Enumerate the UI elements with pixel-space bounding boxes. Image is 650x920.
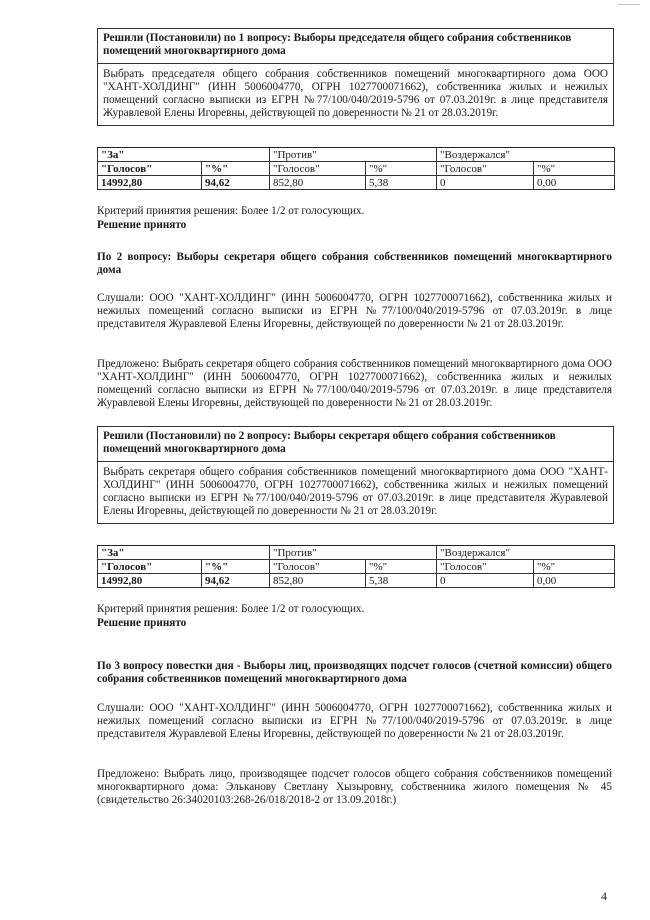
q2-decision-text: Выбрать секретаря общего собрания собственников помещений многоквартирного дома ООО "ХАНТ-ХОЛДИНГ" (ИНН 5006004770, ОГРН 1027700071662), собственника жилых и нежилых помещений согласно выписки из ЕГРН №77/100/040/2019-5796 от 07.03.2019г. в лице представителя Журавлевой Елены Игоревны, действующей по доверенности № 21 от 28.03.2019г.	[103, 466, 608, 517]
page-number: 4	[601, 889, 607, 903]
q3-title: По 3 вопросу повестки дня - Выборы лиц, производящих подсчет голосов (счетной комиссии) общего собрания собственников помещений многоквартирного дома	[97, 660, 612, 685]
votes-abstain-header: "Воздержался"	[437, 546, 615, 560]
q1-votes-table	[97, 147, 615, 190]
votes-count-header: "Голосов"	[437, 560, 534, 574]
votes-pct-header: "%"	[202, 162, 270, 176]
votes-count-header: "Голосов"	[437, 162, 534, 176]
votes-abstain-header: "Воздержался"	[437, 148, 615, 162]
q2-votes-table	[97, 545, 615, 588]
votes-count-header: "Голосов"	[98, 560, 202, 574]
q3-proposed: Предложено: Выбрать лицо, производящее подсчет голосов общего собрания собственников помещений многоквартирного дома: Эльканову Светлану Хызыровну, собственника жилого помещения № 45 (свидетельство 26:34020103:268-26/018/2018-2 от 13.09.2018г.)	[97, 768, 612, 806]
votes-pct-header: "%"	[202, 560, 270, 574]
votes-against-header: "Против"	[270, 148, 437, 162]
against-pct-value: 5,38	[366, 176, 437, 190]
q1-result: Решение принято	[97, 219, 187, 231]
votes-pct-header: "%"	[534, 560, 615, 574]
votes-pct-header: "%"	[534, 162, 615, 176]
q2-title: По 2 вопросу: Выборы секретаря общего собрания собственников помещений многоквартирного дома	[97, 251, 612, 276]
scan-artifact	[618, 4, 640, 5]
for-votes-value: 14992,80	[98, 574, 202, 588]
against-votes-value: 852,80	[270, 574, 366, 588]
q1-criterion: Критерий принятия решения: Более 1/2 от голосующих.	[97, 205, 365, 217]
q2-criterion: Критерий принятия решения: Более 1/2 от голосующих.	[97, 603, 365, 615]
votes-against-header: "Против"	[270, 546, 437, 560]
q2-decision-title: Решили (Постановили) по 2 вопросу: Выборы секретаря общего собрания собственников помещений многоквартирного дома	[98, 427, 613, 462]
votes-for-header: "За"	[98, 546, 270, 560]
votes-count-header: "Голосов"	[270, 162, 366, 176]
votes-pct-header: "%"	[366, 560, 437, 574]
votes-count-header: "Голосов"	[98, 162, 202, 176]
votes-pct-header: "%"	[366, 162, 437, 176]
q2-heard: Слушали: ООО "ХАНТ-ХОЛДИНГ" (ИНН 5006004770, ОГРН 1027700071662), собственника жилых и нежилых помещений согласно выписки из ЕГРН №77/100/040/2019-5796 от 07.03.2019г. в лице представителя Журавлевой Елены Игоревны, действующей по доверенности № 21 от 28.03.2019г.	[97, 292, 612, 330]
q1-decision-title: Решили (Постановили) по 1 вопросу: Выборы председателя общего собрания собственников помещений многоквартирного дома	[98, 29, 613, 64]
q1-decision-box	[97, 28, 614, 126]
abstain-votes-value: 0	[437, 176, 534, 190]
q2-result: Решение принято	[97, 617, 187, 629]
for-votes-value: 14992,80	[98, 176, 202, 190]
abstain-pct-value: 0,00	[534, 574, 615, 588]
abstain-pct-value: 0,00	[534, 176, 615, 190]
abstain-votes-value: 0	[437, 574, 534, 588]
for-pct-value: 94,62	[202, 176, 270, 190]
q2-decision-box	[97, 426, 614, 524]
votes-for-header: "За"	[98, 148, 270, 162]
against-votes-value: 852,80	[270, 176, 366, 190]
for-pct-value: 94,62	[202, 574, 270, 588]
q1-decision-text: Выбрать председателя общего собрания собственников помещений многоквартирного дома ООО "ХАНТ-ХОЛДИНГ" (ИНН 5006004770, ОГРН 1027700071662), собственника жилых и нежилых помещений согласно выписки из ЕГРН №77/100/040/2019-5796 от 07.03.2019г. в лице представителя Журавлевой Елены Игоревны, действующей по доверенности № 21 от 28.03.2019г.	[103, 68, 608, 119]
votes-count-header: "Голосов"	[270, 560, 366, 574]
q3-heard: Слушали: ООО "ХАНТ-ХОЛДИНГ" (ИНН 5006004770, ОГРН 1027700071662), собственника жилых и нежилых помещений согласно выписки из ЕГРН №77/100/040/2019-5796 от 07.03.2019г. в лице представителя Журавлевой Елены Игоревны, действующей по доверенности № 21 от 28.03.2019г.	[97, 702, 612, 740]
against-pct-value: 5,38	[366, 574, 437, 588]
q2-proposed: Предложено: Выбрать секретаря общего собрания собственников помещений многоквартирного дома ООО "ХАНТ-ХОЛДИНГ" (ИНН 5006004770, ОГРН 1027700071662), собственника жилых и нежилых помещений согласно выписки из ЕГРН №77/100/040/2019-5796 от 07.03.2019г. в лице представителя Журавлевой Елены Игоревны, действующей по доверенности № 21 от 28.03.2019г.	[97, 358, 612, 409]
